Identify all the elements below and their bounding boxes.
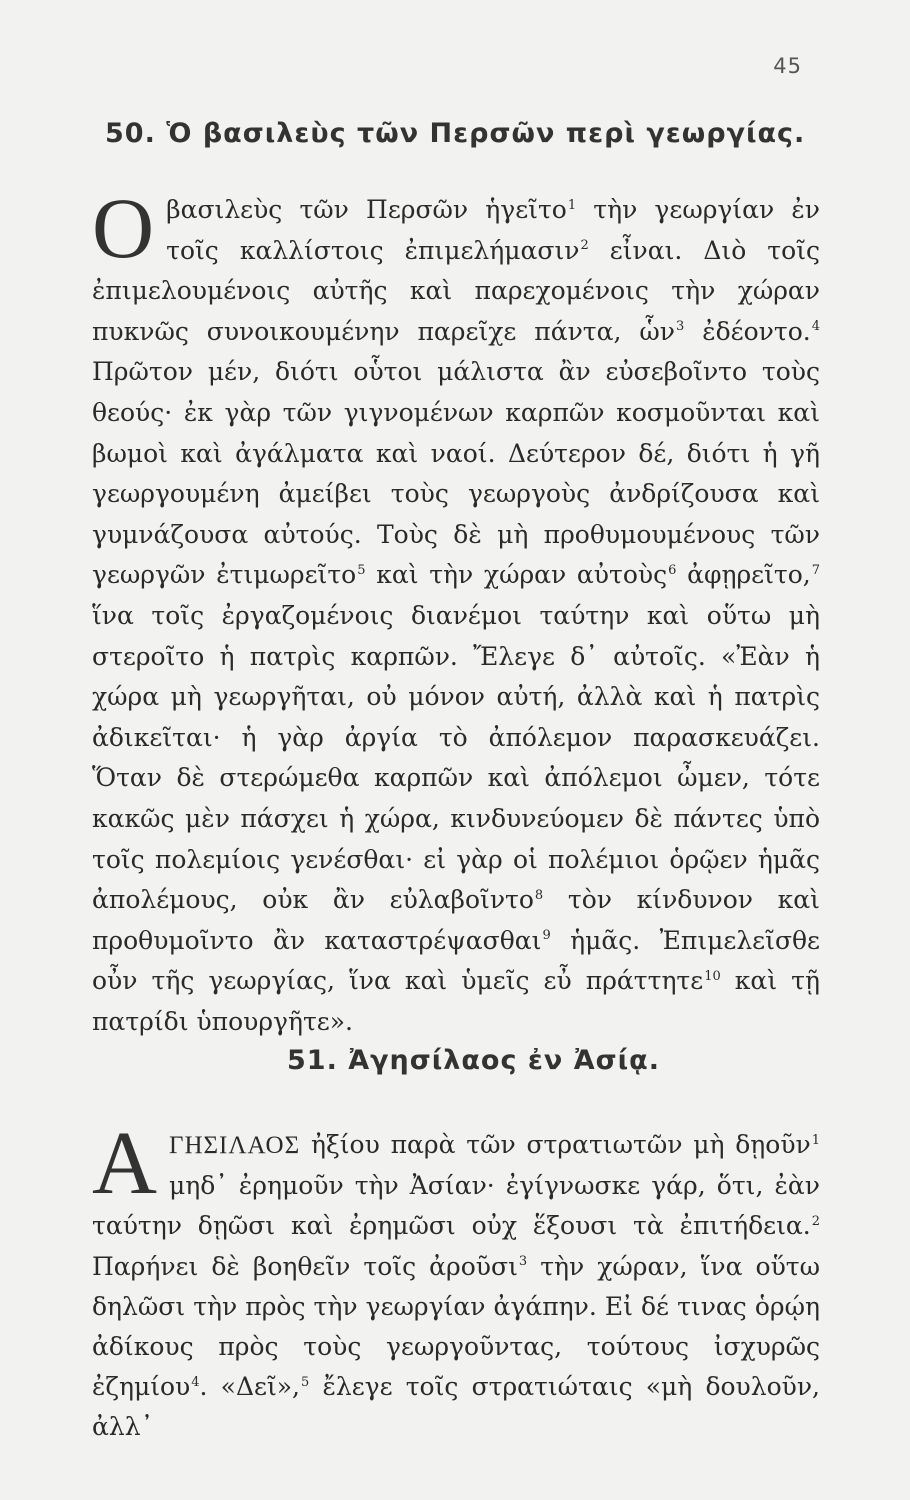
text-run: καὶ τῇ πατρίδι ὑπουργῆτε». <box>92 966 820 1036</box>
footnote-marker: 4 <box>191 1374 200 1390</box>
text-run: ἠξίου παρὰ τῶν στρατιωτῶν μὴ δῃοῦν <box>310 1130 811 1159</box>
text-run: μηδ᾽ ἐρημοῦν τὴν Ἀσίαν· ἐγίγνωσκε γάρ, ὅτι, ἐὰν ταύτην δῃῶσι καὶ ἐρημῶσι οὐχ ἕξουσι τὰ ἐπιτήδεια. <box>92 1171 820 1241</box>
footnote-marker: 1 <box>811 1132 820 1148</box>
text-run: καὶ τὴν χώραν αὐτοὺς <box>365 560 668 590</box>
footnote-marker: 3 <box>675 319 685 335</box>
section-title: 51. Ἀγησίλαος ἐν Ἀσίᾳ. <box>287 1045 660 1076</box>
text-run: εἶναι. Διὸ τοῖς ἐπιμελουμένοις αὐτῆς καὶ παρεχομένοις τὴν χώραν πυκνῶς συνοικουμένην παρεῖχε πάντα, ὧν <box>92 235 820 346</box>
text-run: τὸν κίνδυνον καὶ προθυμοῖντο ἂν καταστρέψασθαι <box>92 885 820 955</box>
text-run: . «Δεῖ», <box>199 1372 300 1402</box>
footnote-marker: 5 <box>301 1374 310 1390</box>
text-run: ἔλεγε τοῖς στρατιώταις «μὴ δουλοῦν, ἀλλ᾽ <box>92 1372 820 1442</box>
footnote-marker: 10 <box>704 968 721 984</box>
text-run: ἀφῃρεῖτο, <box>676 560 811 590</box>
footnote-marker: 6 <box>668 563 677 579</box>
text-run: ἡμᾶς. Ἐπιμελεῖσθε οὖν τῆς γεωργίας, ἵνα καὶ ὑμεῖς εὖ πράττητε <box>92 925 821 996</box>
footnote-marker: 1 <box>567 197 577 213</box>
section-title: 50. Ὁ βασιλεὺς τῶν Περσῶν περὶ γεωργίας. <box>105 118 806 149</box>
text-run: τὴν γεωργίαν ἐν τοῖς καλλίστοις ἐπιμελήμασιν <box>166 195 821 265</box>
text-run: ἐδέοντο. <box>684 316 811 346</box>
first-word-caps: ΓΗΣΙΛΑΟΣ <box>169 1132 301 1159</box>
page-number: 45 <box>773 54 802 78</box>
footnote-marker: 9 <box>542 928 551 944</box>
footnote-marker: 2 <box>811 1214 820 1230</box>
drop-cap-initial: Ο <box>92 180 155 276</box>
section-51 <box>0 1045 910 1442</box>
text-run: βασιλεὺς τῶν Περσῶν ἡγεῖτο <box>166 195 567 224</box>
footnote-marker: 7 <box>811 563 821 579</box>
section-body <box>92 1114 820 1448</box>
section-body <box>92 180 821 1042</box>
text-run: ἵνα τοῖς ἐργαζομένοις διανέμοι ταύτην καὶ οὕτω μὴ στεροῖτο ἡ πατρὶς καρπῶν. Ἔλεγε δ᾽ αὐτοῖς. «Ἐὰν ἡ χώρα μὴ γεωργῆται, οὐ μόνον αὐτή, ἀλλὰ καὶ ἡ πατρὶς ἀδικεῖται· ἡ γὰρ ἀργία τὸ ἀπόλεμον παρασκευάζει. Ὅταν δὲ στερώμεθα καρπῶν καὶ ἀπόλεμοι ὦμεν, τότε κακῶς μὲν πάσχει ἡ χώρα, κινδυνεύομεν δὲ πάντες ὑπὸ τοῖς πολεμίοις γενέσθαι· εἰ γὰρ οἱ πολέμιοι ὁρῷεν ἡμᾶς ἀπολέμους, οὐκ ἂν εὐλαβοῖντο <box>92 600 820 915</box>
text-run: Παρήνει δὲ βοηθεῖν τοῖς ἀροῦσι <box>92 1251 518 1281</box>
text-run: Πρῶτον μέν, διότι οὗτοι μάλιστα ἂν εὐσεβοῖντο τοὺς θεούς· ἐκ γὰρ τῶν γιγνομένων καρπῶν κοσμοῦνται καὶ βωμοὶ καὶ ἀγάλματα καὶ ναοί. Δεύτερον δέ, διότι ἡ γῆ γεωργουμένη ἀμείβει τοὺς γεωργοὺς ἀνδρίζουσα καὶ γυμνάζουσα αὐτούς. Τοὺς δὲ μὴ προθυμουμένους τῶν γεωργῶν ἐτιμωρεῖτο <box>92 357 820 590</box>
footnote-marker: 2 <box>580 238 589 254</box>
footnote-marker: 8 <box>534 887 544 903</box>
section-50 <box>0 118 910 1036</box>
drop-cap-initial: Α <box>92 1114 157 1213</box>
footnote-marker: 5 <box>357 563 366 579</box>
footnote-marker: 3 <box>518 1254 528 1270</box>
text-run: τὴν χώραν, ἵνα οὕτω δηλῶσι τὴν πρὸς τὴν γεωργίαν ἀγάπην. Εἰ δέ τινας ὁρῴη ἀδίκους πρὸς τοὺς γεωργοῦντας, τούτους ἰσχυρῶς ἐζημίου <box>92 1251 820 1402</box>
footnote-marker: 4 <box>811 319 820 335</box>
